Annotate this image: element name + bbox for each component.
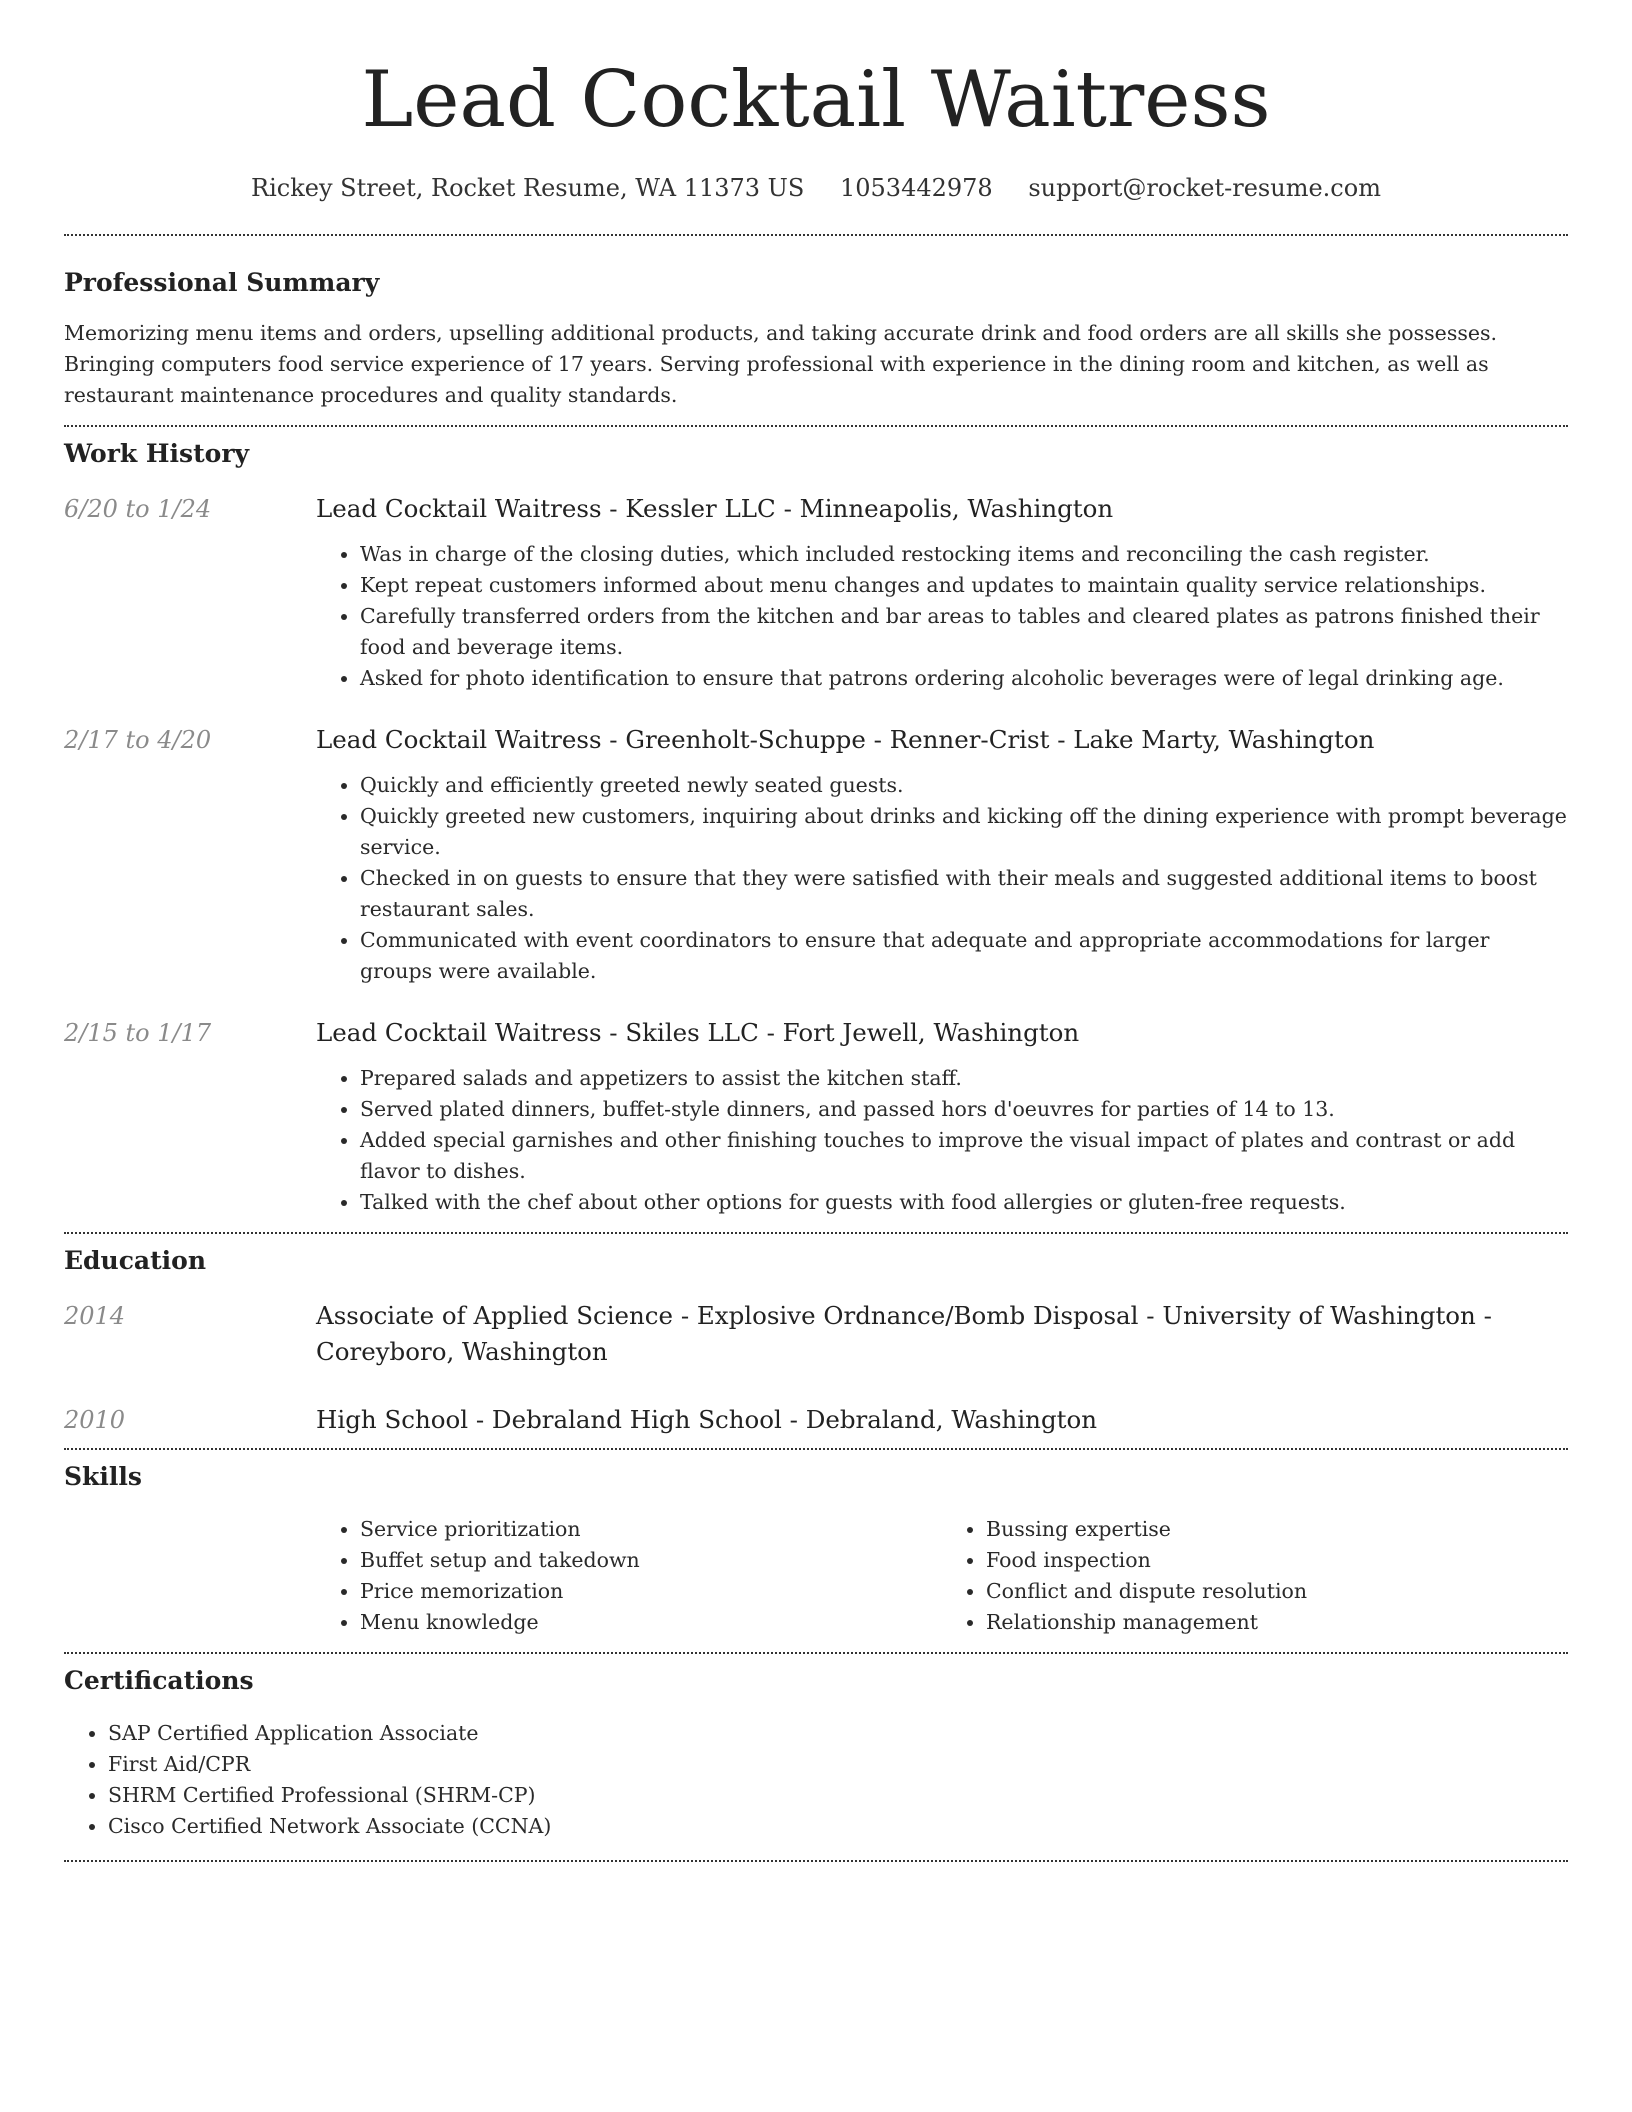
certifications-section (64, 1654, 1568, 1842)
job-dates: 2/15 to 1/17 (64, 1019, 212, 1047)
job-bullet: • Checked in on guests to ensure that they were satisfied with their meals and suggested additional items to boost restaurant sales. (360, 863, 1568, 925)
certifications-list (64, 1718, 1568, 1842)
skill-item: • Conflict and dispute resolution (986, 1576, 1568, 1607)
contact-address: Rickey Street, Rocket Resume, WA 11373 US (251, 174, 805, 202)
education-entry (64, 1402, 1568, 1438)
job-bullets (316, 539, 1568, 694)
contact-email: support@rocket-resume.com (1028, 174, 1381, 202)
certification-item: • SAP Certified Application Associate (108, 1718, 1568, 1749)
job-entry (64, 1015, 1568, 1218)
skill-item: • Bussing expertise (986, 1514, 1568, 1545)
contact-phone: 1053442978 (839, 174, 993, 202)
education-year: 2014 (64, 1302, 126, 1330)
certification-item: • SHRM Certified Professional (SHRM-CP) (108, 1780, 1568, 1811)
job-bullet: • Communicated with event coordinators to ensure that adequate and appropriate accommodations for larger groups were available. (360, 925, 1568, 987)
section-title-certifications: Certifications (64, 1666, 254, 1695)
education-entry (64, 1298, 1568, 1370)
job-bullet: • Added special garnishes and other finishing touches to improve the visual impact of plates and contrast or add flavor to dishes. (360, 1125, 1568, 1187)
job-heading: Lead Cocktail Waitress - Kessler LLC - Minneapolis, Washington (316, 494, 1114, 523)
section-title-work-history: Work History (64, 439, 250, 468)
job-bullet: • Kept repeat customers informed about menu changes and updates to maintain quality service relationships. (360, 570, 1568, 601)
skill-item: • Service prioritization (360, 1514, 942, 1545)
education-details (316, 1402, 1568, 1438)
job-bullet: • Quickly and efficiently greeted newly seated guests. (360, 770, 1568, 801)
job-bullet: • Asked for photo identification to ensure that patrons ordering alcoholic beverages were of legal drinking age. (360, 663, 1568, 694)
skill-item: • Buffet setup and takedown (360, 1545, 942, 1576)
resume-header (64, 0, 1568, 204)
summary-text: Memorizing menu items and orders, upselling additional products, and taking accurate drink and food orders are all skills she possesses. Bringing computers food service experience of 17 years. Serving professional with experience in the dining room and kitchen, as well as restaurant maintenance procedures and quality standards. (64, 321, 1498, 407)
job-dates: 2/17 to 4/20 (64, 726, 212, 754)
job-bullet: • Carefully transferred orders from the kitchen and bar areas to tables and cleared plates as patrons finished their food and beverage items. (360, 601, 1568, 663)
job-bullet: • Quickly greeted new customers, inquiring about drinks and kicking off the dining experience with prompt beverage service. (360, 801, 1568, 863)
skill-item: • Menu knowledge (360, 1607, 942, 1638)
section-title-education: Education (64, 1246, 207, 1275)
job-details (316, 491, 1568, 694)
skills-section (64, 1450, 1568, 1638)
education-details (316, 1298, 1568, 1370)
education-heading: Associate of Applied Science - Explosive Ordnance/Bomb Disposal - University of Washington - Coreyboro, Washington (316, 1301, 1492, 1366)
job-details (316, 1015, 1568, 1218)
section-title-summary: Professional Summary (64, 268, 380, 297)
job-heading: Lead Cocktail Waitress - Skiles LLC - Fort Jewell, Washington (316, 1018, 1080, 1047)
skills-grid (316, 1514, 1568, 1638)
job-entry (64, 722, 1568, 987)
skills-list-left (316, 1514, 942, 1638)
summary-section (64, 236, 1568, 411)
divider (64, 1860, 1568, 1862)
skill-item: • Food inspection (986, 1545, 1568, 1576)
skills-list-right (942, 1514, 1568, 1638)
job-bullet: • Was in charge of the closing duties, which included restocking items and reconciling the cash register. (360, 539, 1568, 570)
job-heading: Lead Cocktail Waitress - Greenholt-Schuppe - Renner-Crist - Lake Marty, Washington (316, 725, 1375, 754)
certification-item: • First Aid/CPR (108, 1749, 1568, 1780)
job-bullets (316, 1063, 1568, 1218)
candidate-name: Lead Cocktail Waitress (361, 55, 1271, 145)
work-history-section (64, 427, 1568, 1218)
certification-item: • Cisco Certified Network Associate (CCNA) (108, 1811, 1568, 1842)
job-bullet: • Prepared salads and appetizers to assist the kitchen staff. (360, 1063, 1568, 1094)
job-details (316, 722, 1568, 987)
job-entry (64, 491, 1568, 694)
job-dates: 6/20 to 1/24 (64, 495, 212, 523)
skill-item: • Price memorization (360, 1576, 942, 1607)
job-bullet: • Served plated dinners, buffet-style dinners, and passed hors d'oeuvres for parties of 14 to 13. (360, 1094, 1568, 1125)
skill-item: • Relationship management (986, 1607, 1568, 1638)
education-section (64, 1234, 1568, 1438)
education-year: 2010 (64, 1406, 126, 1434)
section-title-skills: Skills (64, 1462, 142, 1491)
contact-line (64, 172, 1568, 204)
education-heading: High School - Debraland High School - Debraland, Washington (316, 1405, 1097, 1434)
job-bullets (316, 770, 1568, 987)
job-bullet: • Talked with the chef about other options for guests with food allergies or gluten-free requests. (360, 1187, 1568, 1218)
